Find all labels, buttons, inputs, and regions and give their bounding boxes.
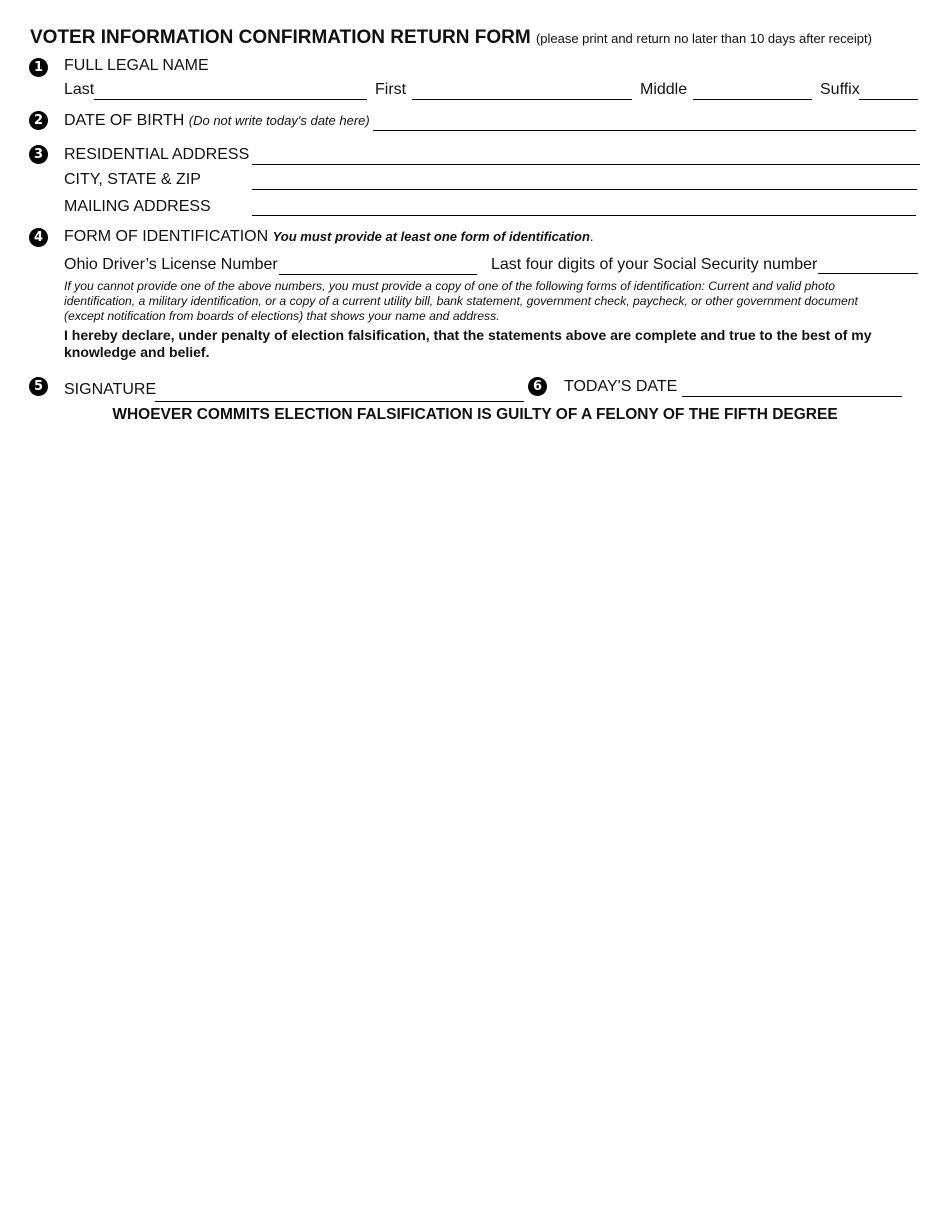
drivers-license-field[interactable] — [279, 274, 477, 275]
section-1-number-icon: 1 — [29, 58, 48, 77]
full-legal-name-heading: FULL LEGAL NAME — [64, 57, 209, 74]
identification-heading-group — [64, 228, 594, 246]
form-title — [30, 27, 872, 49]
signature-field[interactable] — [155, 401, 524, 402]
form-subtitle: (please print and return no later than 10 days after receipt) — [535, 31, 872, 46]
date-of-birth-heading: DATE OF BIRTH — [64, 112, 185, 129]
drivers-license-label: Ohio Driver’s License Number — [64, 256, 278, 273]
mailing-address-label: MAILING ADDRESS — [64, 198, 211, 215]
residential-address-field[interactable] — [252, 164, 920, 165]
first-name-field[interactable] — [412, 99, 632, 100]
section-6-number-icon: 6 — [528, 377, 547, 396]
section-3-number-icon: 3 — [29, 145, 48, 164]
middle-name-field[interactable] — [693, 99, 812, 100]
identification-requirement: You must provide at least one form of identification — [272, 229, 590, 244]
last-name-field[interactable] — [94, 99, 367, 100]
section-5-number-icon: 5 — [29, 377, 48, 396]
identification-alternative-note: If you cannot provide one of the above numbers, you must provide a copy of one of the following forms of identification: Current and valid photo identification, a military identification, or a copy of a current utility bill, bank statement, government check, paycheck, or other government document (except notification from boards of elections) that shows your name and address. — [64, 279, 858, 323]
city-state-zip-field[interactable] — [252, 189, 917, 190]
declaration-statement: I hereby declare, under penalty of election falsification, that the statements above are complete and true to the best of my knowledge and belief. — [64, 327, 872, 360]
date-of-birth-field[interactable] — [373, 130, 916, 131]
todays-date-field[interactable] — [682, 396, 902, 397]
last-name-label: Last — [64, 81, 95, 98]
date-of-birth-label-group — [64, 112, 370, 130]
residential-address-label: RESIDENTIAL ADDRESS — [64, 146, 250, 163]
city-state-zip-label: CITY, STATE & ZIP — [64, 171, 201, 188]
mailing-address-field[interactable] — [252, 215, 916, 216]
suffix-field[interactable] — [859, 99, 918, 100]
section-4-number-icon: 4 — [29, 228, 48, 247]
date-of-birth-note: (Do not write today's date here) — [188, 113, 370, 128]
identification-heading: FORM OF IDENTIFICATION — [64, 228, 269, 245]
section-2-number-icon: 2 — [29, 111, 48, 130]
ssn-last-four-label: Last four digits of your Social Security number — [491, 256, 818, 273]
form-title-text: VOTER INFORMATION CONFIRMATION RETURN FORM — [30, 27, 531, 48]
ssn-last-four-field[interactable] — [818, 273, 918, 274]
signature-label: SIGNATURE — [64, 381, 157, 398]
first-name-label: First — [375, 81, 407, 98]
felony-warning: WHOEVER COMMITS ELECTION FALSIFICATION IS GUILTY OF A FELONY OF THE FIFTH DEGREE — [112, 406, 838, 423]
middle-name-label: Middle — [640, 81, 688, 98]
identification-requirement-period: . — [589, 229, 594, 244]
suffix-label: Suffix — [820, 81, 860, 98]
todays-date-label: TODAY'S DATE — [564, 378, 678, 395]
